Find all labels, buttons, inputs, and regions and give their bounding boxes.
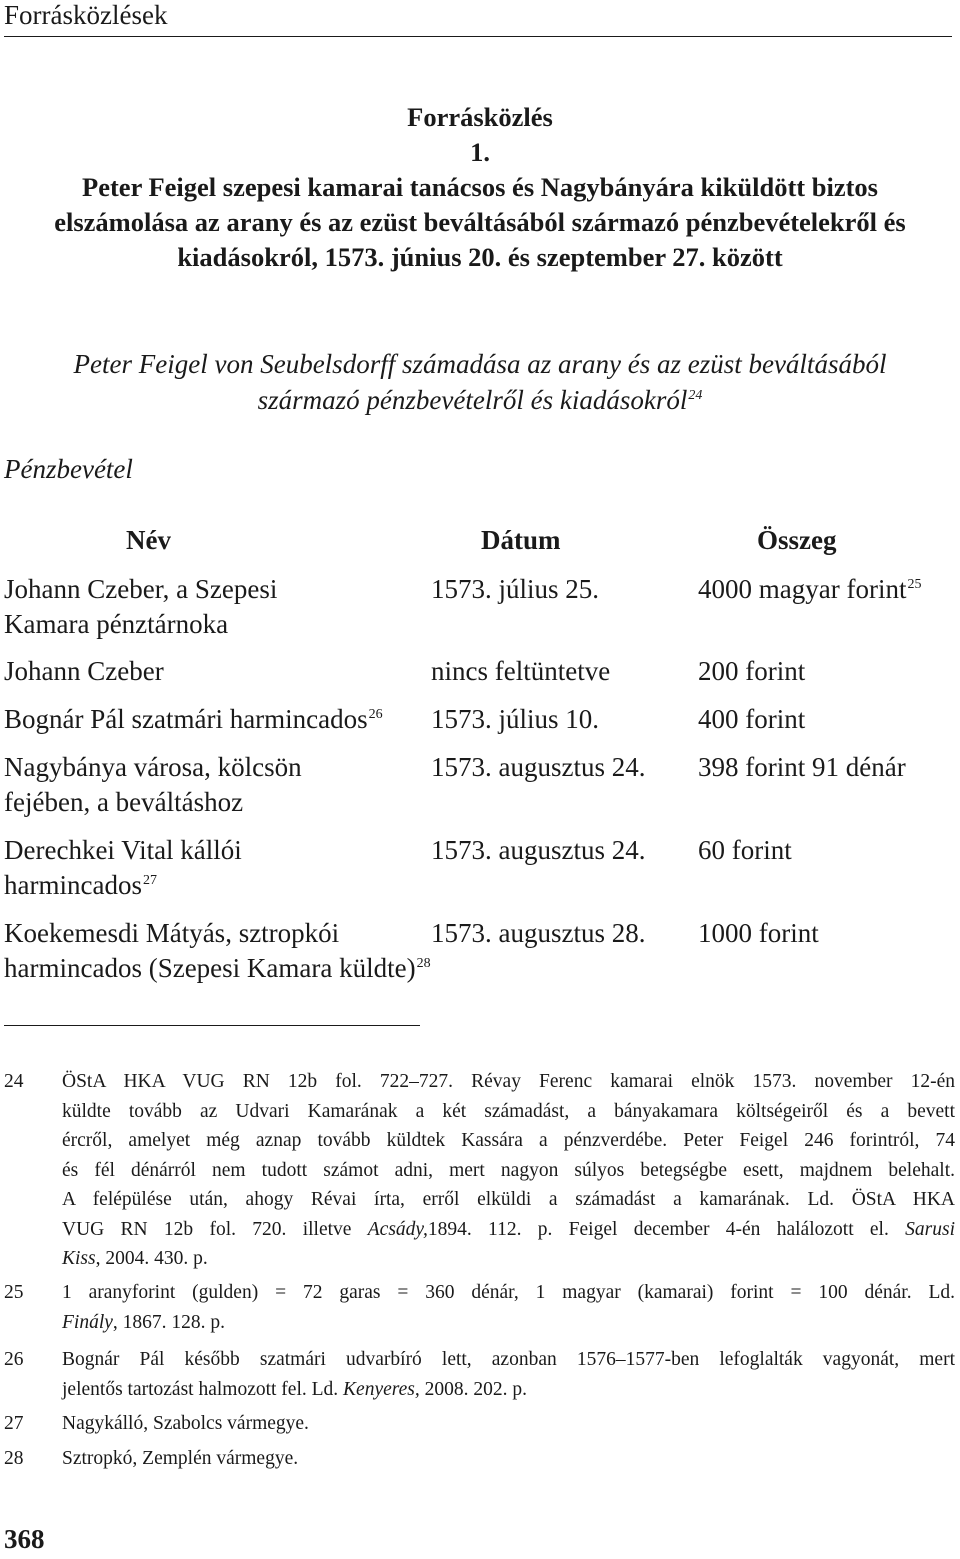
footnote-ref-28: 28 <box>416 956 431 971</box>
footnote-number: 25 <box>4 1282 24 1303</box>
row-date: 1573. augusztus 24. <box>431 752 646 782</box>
footnote-text: Sztropkó, Zemplén vármegye. <box>62 1448 299 1469</box>
footnote-number: 26 <box>4 1349 24 1370</box>
row-amount: 400 forint <box>698 704 806 734</box>
footnote-text: ÖStA HKA VUG RN 12b fol. 722–727. Révay Ferenc kamarai elnök 1573. november 12-én küldte tovább az Udvari Kamarának a két számadást, a bányakamara költségeiről és a bevett ércről, amelyet még aznap tovább küldtek Kassára a pénzverdébe. Peter Feigel 246 forintról, 74 és fél dénárról nem tudott számot adni, mert nagyon súlyos betegségbe esett, majdnem belehalt. A felépülése után, ahogy Révai írta, erről elküldi a számadást a kamarának. Ld. ÖStA HKA VUG RN 12b fol. 720. illetve Acsády,1894. 112. p. Feigel december 4-én halálozott el. Sarusi Kiss, 2004. 430. p. <box>62 1071 956 1269</box>
subtitle-line-2: származó pénzbevételről és kiadásokról <box>257 385 688 415</box>
title-line-5: kiadásokról, 1573. június 20. és szeptember 27. között <box>177 242 783 272</box>
footnote-number: 24 <box>4 1071 24 1092</box>
footnote-text: 1 aranyforint (gulden) = 72 garas = 360 dénár, 1 magyar (kamarai) forint = 100 dénár. Ld. Finály, 1867. 128. p. <box>62 1282 955 1333</box>
document-title <box>0 100 960 275</box>
title-line-1: Forrásközlés <box>407 102 553 132</box>
footnote-text: Nagykálló, Szabolcs vármegye. <box>62 1413 309 1434</box>
footnote-number: 27 <box>4 1413 24 1434</box>
row-date: nincs feltüntetve <box>431 656 611 686</box>
row-name: Koekemesdi Mátyás, sztropkói harmincados (Szepesi Kamara küldte)$^{28}$ <box>4 918 431 983</box>
row-date: 1573. augusztus 28. <box>431 918 646 948</box>
column-header-amount: Összeg <box>757 525 837 555</box>
footnote-ref-24: 24 <box>688 388 703 403</box>
footnote-text: Bognár Pál később szatmári udvarbíró lett, azonban 1576–1577-ben lefoglalták vagyonát, mert jelentős tartozást halmozott fel. Ld. Kenyeres, 2008. 202. p. <box>62 1349 955 1400</box>
section-label: Pénzbevétel <box>4 454 133 484</box>
row-name: Derechkei Vital kállói harmincados$^{27}$ <box>4 835 242 900</box>
row-date: 1573. július 25. <box>431 574 600 604</box>
header-rule <box>4 36 952 37</box>
row-name: Johann Czeber, a Szepesi Kamara pénztárnoka <box>4 574 278 639</box>
row-amount: 60 forint <box>698 835 792 865</box>
column-header-date: Dátum <box>481 525 561 555</box>
footnote-ref-25: 25 <box>907 577 922 592</box>
row-name: Nagybánya városa, kölcsön fejében, a beváltáshoz <box>4 752 302 817</box>
running-head: Forrásközlések <box>4 0 168 30</box>
row-name: Bognár Pál szatmári harmincados$^{26}$ <box>4 704 383 734</box>
footnote-ref-27: 27 <box>142 873 157 888</box>
row-amount: 200 forint <box>698 656 806 686</box>
subtitle-line-1: Peter Feigel von Seubelsdorff számadása az arany és az ezüst beváltásából <box>73 349 887 379</box>
row-amount: 4000 magyar forint$^{25}$ <box>698 574 922 604</box>
footnote-ref-26: 26 <box>368 707 383 722</box>
column-header-name: Név <box>126 525 171 555</box>
row-date: 1573. augusztus 24. <box>431 835 646 865</box>
document-subtitle <box>0 346 960 418</box>
title-line-2: 1. <box>470 137 490 167</box>
row-name: Johann Czeber <box>4 656 164 686</box>
row-amount: 398 forint 91 dénár <box>698 752 906 782</box>
title-line-3: Peter Feigel szepesi kamarai tanácsos és Nagybányára kiküldött biztos <box>82 172 878 202</box>
row-amount: 1000 forint <box>698 918 819 948</box>
footnote-number: 28 <box>4 1448 24 1469</box>
page-number: 368 <box>4 1524 45 1554</box>
row-date: 1573. július 10. <box>431 704 600 734</box>
footnote-rule <box>4 1025 420 1026</box>
title-line-4: elszámolása az arany és az ezüst beváltásából származó pénzbevételekről és <box>54 207 906 237</box>
